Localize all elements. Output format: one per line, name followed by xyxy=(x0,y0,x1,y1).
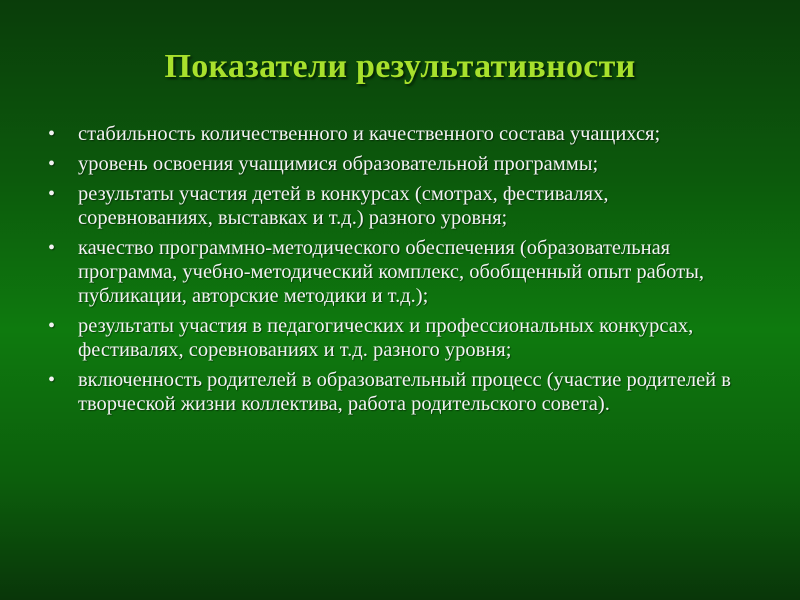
bullet-text: результаты участия в педагогических и профессиональных конкурсах, фестивалях, соревнованиях и т.д. разного уровня; xyxy=(78,315,694,361)
bullet-item xyxy=(48,122,748,146)
bullet-text: качество программно-методического обеспечения (образовательная программа, учебно-методический комплекс, обобщенный опыт работы, публикации, авторские методики и т.д.); xyxy=(78,237,704,307)
bullet-item xyxy=(48,314,748,362)
slide-title: Показатели результативности xyxy=(164,48,636,85)
bullet-icon: • xyxy=(48,183,56,205)
bullet-icon: • xyxy=(48,237,56,259)
bullet-item xyxy=(48,182,748,230)
bullet-text: результаты участия детей в конкурсах (смотрах, фестивалях, соревнованиях, выставках и т.д.) разного уровня; xyxy=(78,183,609,229)
bullet-list xyxy=(48,122,748,422)
bullet-text: уровень освоения учащимися образовательной программы; xyxy=(78,153,599,175)
bullet-item xyxy=(48,236,748,308)
bullet-icon: • xyxy=(48,153,56,175)
bullet-item xyxy=(48,152,748,176)
bullet-icon: • xyxy=(48,123,56,145)
bullet-icon: • xyxy=(48,369,56,391)
bullet-text: стабильность количественного и качественного состава учащихся; xyxy=(78,123,661,145)
bullet-icon: • xyxy=(48,315,56,337)
bullet-text: включенность родителей в образовательный процесс (участие родителей в творческой жизни коллектива, работа родительского совета). xyxy=(78,369,731,415)
bullet-item xyxy=(48,368,748,416)
